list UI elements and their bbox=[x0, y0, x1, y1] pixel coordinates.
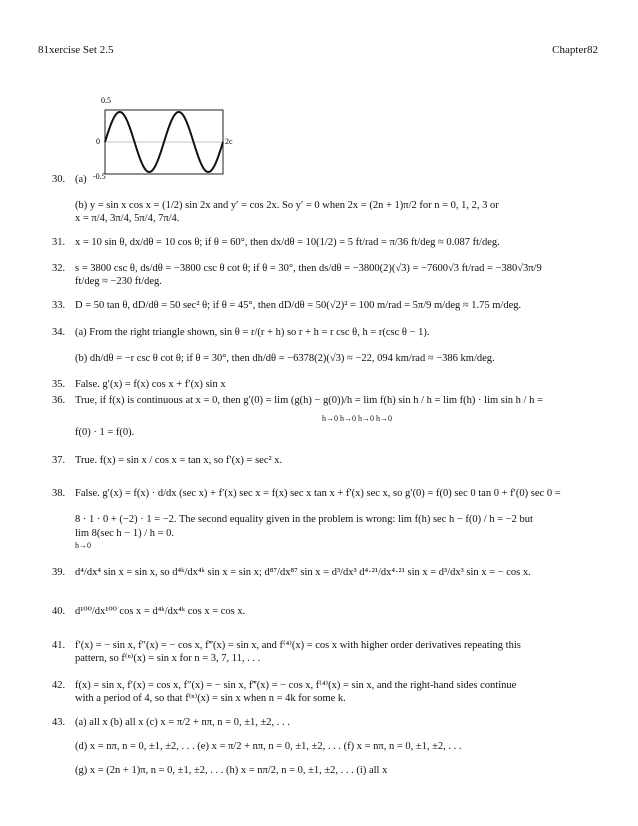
problem-number: 39. bbox=[52, 567, 66, 578]
problem-line: (g) x = (2n + 1)π, n = 0, ±1, ±2, . . . (h) x = nπ/2, n = 0, ±1, ±2, . . . (i) all x bbox=[75, 765, 388, 776]
problem-line: True, if f(x) is continuous at x = 0, then g′(0) = lim (g(h) − g(0))/h = lim f(h) sin h / h = lim f(h) · lim sin h / h = bbox=[75, 395, 543, 406]
problem-line: (b) y = sin x cos x = (1/2) sin 2x and y′ = cos 2x. So y′ = 0 when 2x = (2n + 1)π/2 for n = 0, 1, 2, 3 or bbox=[75, 200, 499, 211]
page-header-right: Chapter82 bbox=[552, 44, 598, 56]
problem-number: 38. bbox=[52, 488, 66, 499]
problem-line: D = 50 tan θ, dD/dθ = 50 sec² θ; if θ = 45°, then dD/dθ = 50(√2)² = 100 m/rad = 5π/9 m/deg ≈ 1.75 m/deg. bbox=[75, 300, 522, 311]
problem-number: 41. bbox=[52, 640, 66, 651]
problem-line: h→0 bbox=[75, 541, 91, 550]
problem-line: f(0) · 1 = f(0). bbox=[75, 427, 135, 438]
plot-label-top: 0.5 bbox=[101, 96, 111, 105]
problem-line: True. f(x) = sin x / cos x = tan x, so f′(x) = sec² x. bbox=[75, 455, 283, 466]
problem-line: s = 3800 csc θ, ds/dθ = −3800 csc θ cot θ; if θ = 30°, then ds/dθ = −3800(2)(√3) = −7600√3 ft/rad = −380√3π/9 bbox=[75, 263, 542, 274]
problem-line: f′(x) = − sin x, f″(x) = − cos x, f‴(x) = sin x, and f⁽⁴⁾(x) = cos x with higher order derivatives repeating this bbox=[75, 640, 521, 651]
problem-line: False. g′(x) = f(x) · d/dx (sec x) + f′(x) sec x = f(x) sec x tan x + f′(x) sec x, so g′(0) = f(0) sec 0 tan 0 + f′(0) sec 0 = bbox=[75, 488, 561, 499]
page-header-left: 81xercise Set 2.5 bbox=[38, 44, 114, 56]
plot-label-right: 2c bbox=[225, 137, 233, 146]
problem-line: lim 8(sec h − 1) / h = 0. bbox=[75, 528, 175, 539]
problem-line: h→0 h→0 h→0 h→0 bbox=[322, 414, 392, 423]
problem-line: (a) bbox=[75, 174, 87, 185]
problem-number: 31. bbox=[52, 237, 66, 248]
problem-number: 33. bbox=[52, 300, 66, 311]
problem-number: 34. bbox=[52, 327, 66, 338]
problem-number: 35. bbox=[52, 379, 66, 390]
problem-number: 40. bbox=[52, 606, 66, 617]
problem-line: (a) all x (b) all x (c) x = π/2 + nπ, n = 0, ±1, ±2, . . . bbox=[75, 717, 290, 728]
plot-label-bottom: -0.5 bbox=[93, 172, 106, 181]
plot-label-zero: 0 bbox=[96, 137, 100, 146]
problem-line: 8 · 1 · 0 + (−2) · 1 = −2. The second equality given in the problem is wrong: lim f(h) sec h − f(0) / h = −2 but bbox=[75, 514, 533, 525]
sine-plot bbox=[85, 92, 245, 182]
problem-line: x = 10 sin θ, dx/dθ = 10 cos θ; if θ = 60°, then dx/dθ = 10(1/2) = 5 ft/rad = π/36 ft/deg ≈ 0.087 ft/deg. bbox=[75, 237, 500, 248]
problem-line: (b) dh/dθ = −r csc θ cot θ; if θ = 30°, then dh/dθ = −6378(2)(√3) ≈ −22, 094 km/rad ≈ −386 km/deg. bbox=[75, 353, 495, 364]
problem-number: 42. bbox=[52, 680, 66, 691]
problem-line: (a) From the right triangle shown, sin θ = r/(r + h) so r + h = r csc θ, h = r(csc θ − 1). bbox=[75, 327, 430, 338]
problem-number: 36. bbox=[52, 395, 66, 406]
problem-line: d¹⁰⁰/dx¹⁰⁰ cos x = d⁴ᵏ/dx⁴ᵏ cos x = cos x. bbox=[75, 606, 246, 617]
problem-number: 30. bbox=[52, 174, 66, 185]
problem-line: x = π/4, 3π/4, 5π/4, 7π/4. bbox=[75, 213, 180, 224]
problem-line: pattern, so f⁽ⁿ⁾(x) = sin x for n = 3, 7, 11, . . . bbox=[75, 653, 261, 664]
problem-line: f(x) = sin x, f′(x) = cos x, f″(x) = − sin x, f‴(x) = − cos x, f⁽⁴⁾(x) = sin x, and the right-hand sides continue bbox=[75, 680, 517, 691]
problem-number: 37. bbox=[52, 455, 66, 466]
problem-line: ft/deg ≈ −230 ft/deg. bbox=[75, 276, 162, 287]
problem-line: (d) x = nπ, n = 0, ±1, ±2, . . . (e) x = π/2 + nπ, n = 0, ±1, ±2, . . . (f) x = nπ, n = 0, ±1, ±2, . . . bbox=[75, 741, 462, 752]
problem-line: with a period of 4, so that f⁽ⁿ⁾(x) = sin x when n = 4k for some k. bbox=[75, 693, 346, 704]
problem-line: False. g′(x) = f(x) cos x + f′(x) sin x bbox=[75, 379, 226, 390]
problem-line: d⁴/dx⁴ sin x = sin x, so d⁴ᵏ/dx⁴ᵏ sin x = sin x; d⁸⁷/dx⁸⁷ sin x = d³/dx³ d⁴·²¹/dx⁴·²¹ sin x = d³/dx³ sin x = − cos x. bbox=[75, 567, 531, 578]
problem-number: 32. bbox=[52, 263, 66, 274]
problem-number: 43. bbox=[52, 717, 66, 728]
